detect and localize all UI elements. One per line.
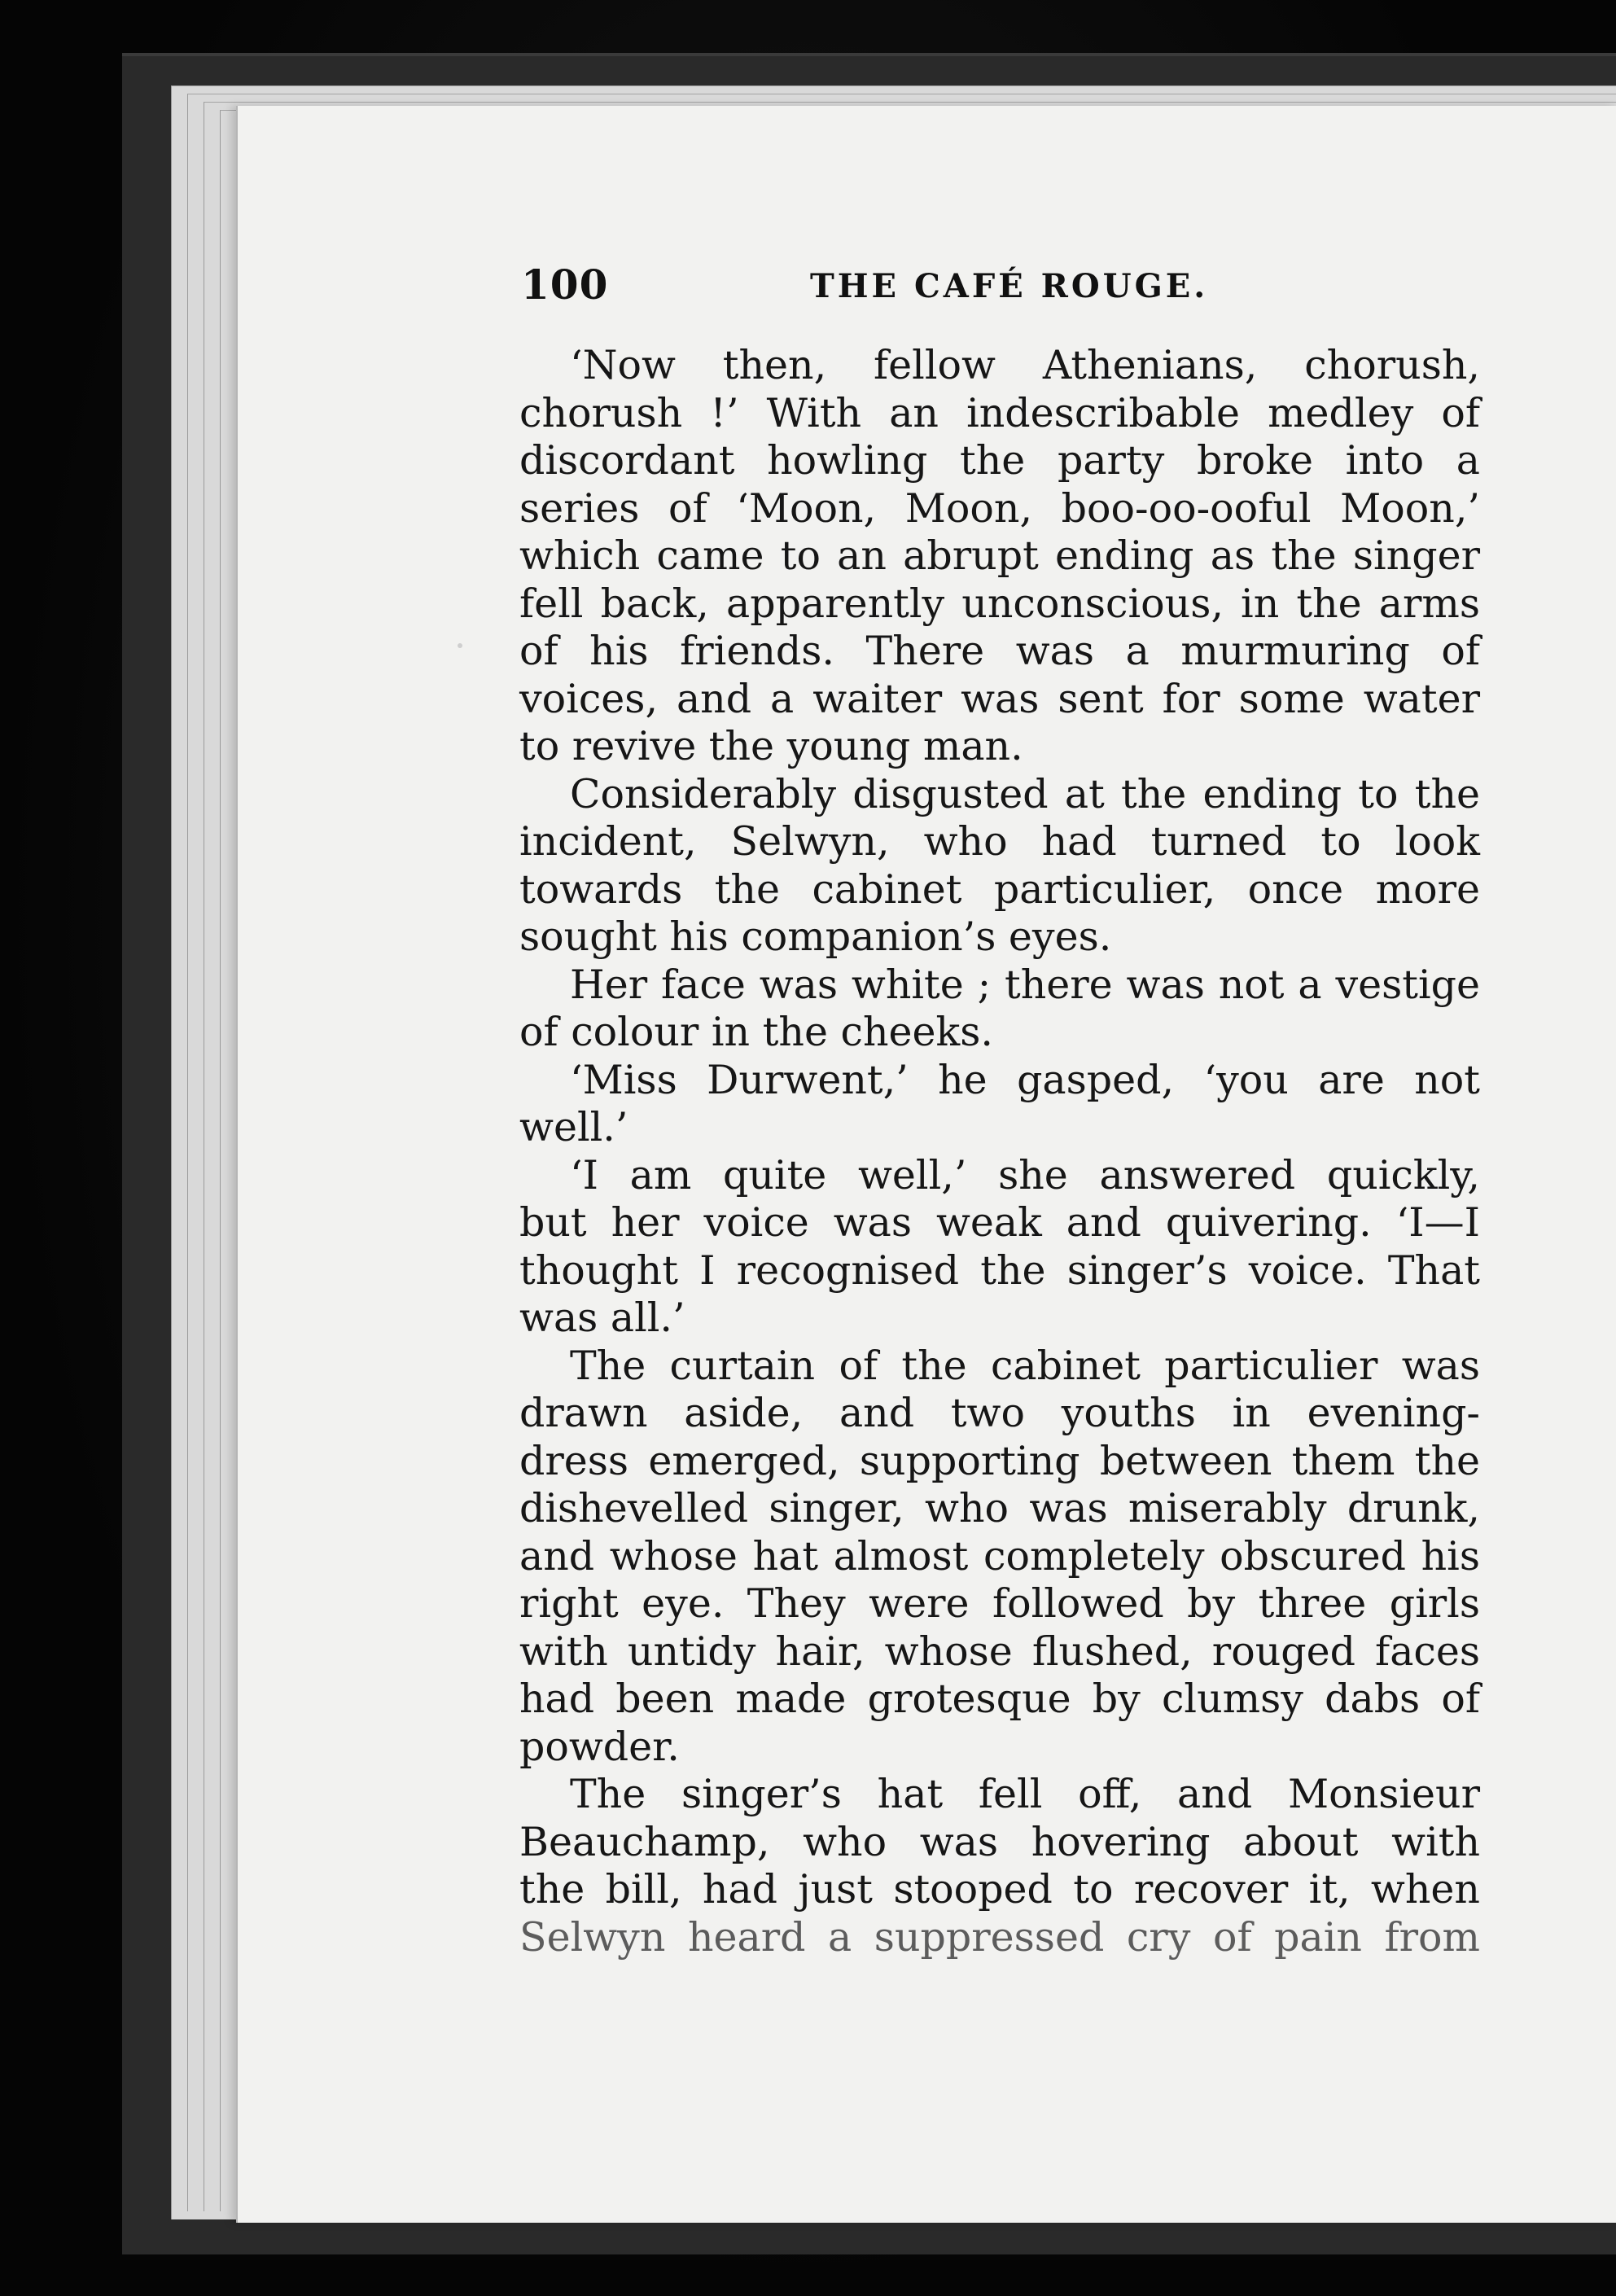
text-line: but her voice was weak and quivering. ‘I—I: [519, 1199, 1480, 1246]
text-line: ‘Now then, fellow Athenians, chorush,: [570, 342, 1480, 388]
text-line: Beauchamp, who was hovering about with: [519, 1818, 1480, 1865]
text-line: discordant howling the party broke into a: [519, 437, 1480, 484]
text-line: drawn aside, and two youths in evening-: [519, 1390, 1480, 1436]
text-line: ‘I am quite well,’ she answered quickly,: [570, 1151, 1480, 1198]
text-line: Her face was white ; there was not a vestige: [570, 961, 1480, 1008]
text-line: voices, and a waiter was sent for some water: [519, 675, 1480, 722]
text-line: of colour in the cheeks.: [519, 1009, 993, 1055]
text-line: series of ‘Moon, Moon, boo-oo-ooful Moon,’: [519, 484, 1480, 532]
running-title: THE CAFÉ ROUGE.: [810, 267, 1209, 305]
text-line: was all.’: [519, 1295, 685, 1341]
text-line: and whose hat almost completely obscured his: [519, 1532, 1480, 1580]
running-head: [521, 261, 1482, 309]
page-number: 100: [521, 261, 609, 309]
text-line: thought I recognised the singer’s voice. That: [519, 1247, 1480, 1294]
text-line: powder.: [519, 1723, 680, 1770]
text-line: which came to an abrupt ending as the singer: [519, 532, 1480, 579]
paper-speck: [458, 643, 462, 648]
text-line: Selwyn heard a suppressed cry of pain from: [519, 1913, 1480, 1961]
text-line: incident, Selwyn, who had turned to look: [519, 818, 1480, 865]
text-line: The singer’s hat fell off, and Monsieur: [570, 1771, 1480, 1817]
text-line: with untidy hair, whose flushed, rouged faces: [519, 1628, 1480, 1675]
text-line: right eye. They were followed by three girls: [519, 1580, 1480, 1627]
text-line: towards the cabinet particulier, once more: [519, 865, 1480, 913]
text-line: The curtain of the cabinet particulier was: [570, 1342, 1480, 1389]
text-line: ‘Miss Durwent,’ he gasped, ‘you are not: [570, 1056, 1480, 1103]
text-line: the bill, had just stooped to recover it, when: [519, 1866, 1480, 1913]
text-line: sought his companion’s eyes.: [519, 914, 1112, 960]
text-line: to revive the young man.: [519, 723, 1023, 769]
text-line: dress emerged, supporting between them the: [519, 1437, 1480, 1484]
text-line: fell back, apparently unconscious, in the arms: [519, 580, 1480, 627]
text-line: well.’: [519, 1104, 628, 1150]
body-text: [519, 342, 1480, 1961]
text-line: dishevelled singer, who was miserably drunk,: [519, 1485, 1480, 1531]
text-line: had been made grotesque by clumsy dabs of: [519, 1676, 1480, 1722]
text-line: Considerably disgusted at the ending to the: [570, 770, 1480, 817]
text-line: of his friends. There was a murmuring of: [519, 628, 1480, 674]
text-line: chorush !’ With an indescribable medley of: [519, 389, 1480, 436]
